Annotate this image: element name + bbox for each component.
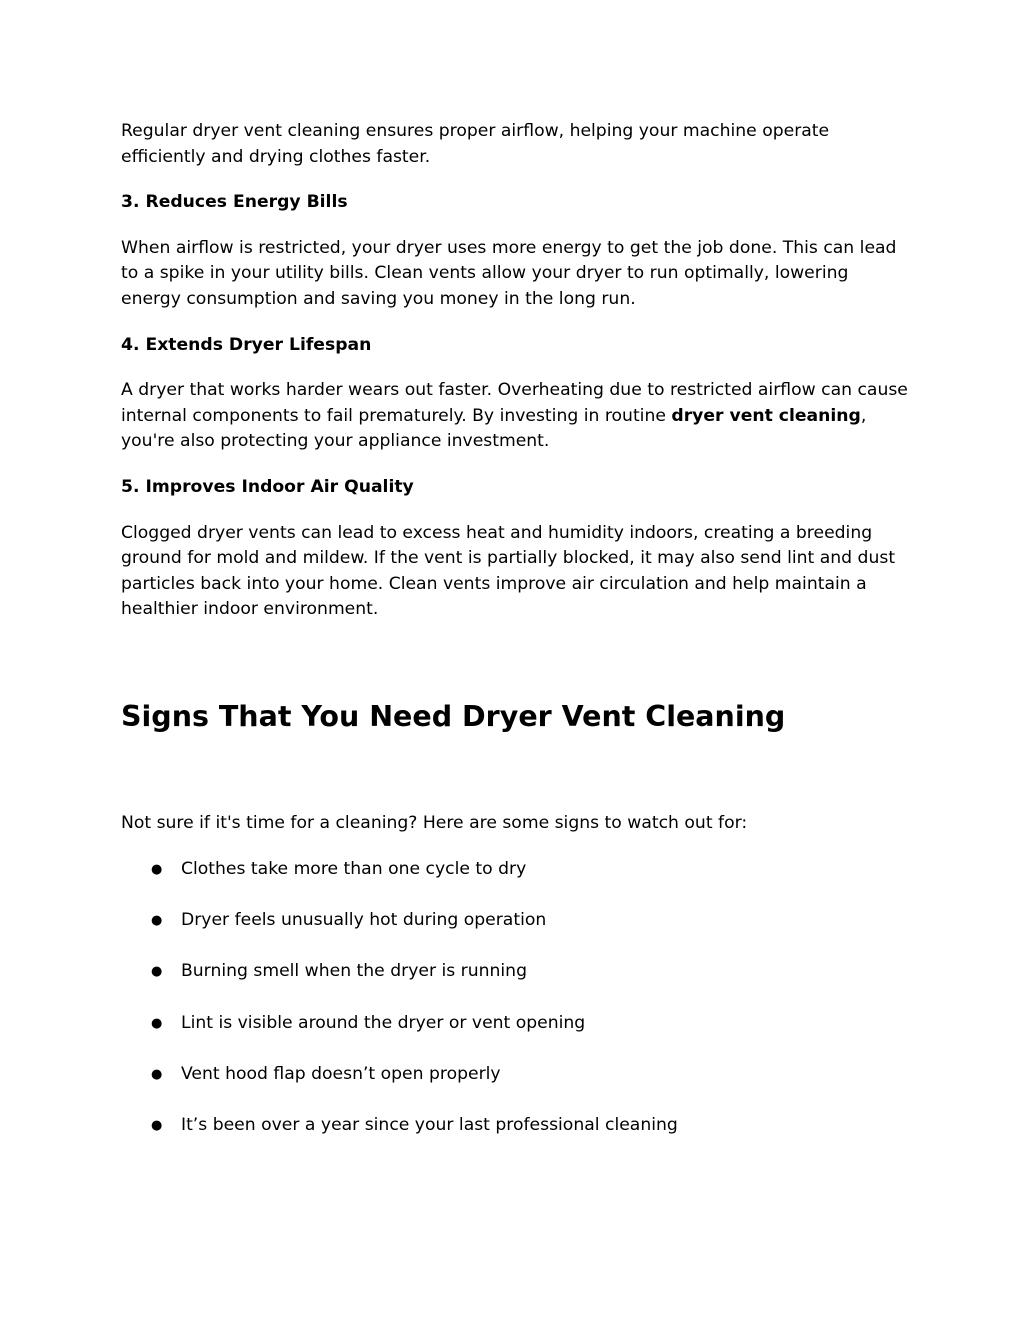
section-heading-air-quality: 5. Improves Indoor Air Quality [121, 476, 414, 497]
list-item-text: Burning smell when the dryer is running [181, 961, 527, 982]
bullet-icon: ● [151, 964, 163, 980]
section-body-dryer-lifespan [121, 378, 911, 455]
bullet-icon: ● [151, 1067, 163, 1083]
bullet-icon: ● [151, 912, 163, 928]
list-item-text: Vent hood flap doesn’t open properly [181, 1064, 501, 1085]
signs-list [121, 857, 911, 1140]
document-page [121, 119, 911, 1165]
section-heading-dryer-lifespan: 4. Extends Dryer Lifespan [121, 334, 372, 355]
list-item [121, 1113, 911, 1139]
section-body-energy-bills: When airflow is restricted, your dryer uses more energy to get the job done. This can lead to a spike in your utility bills. Clean vents allow your dryer to run optimally, lowering energy consumption and saving you money in the long run. [121, 237, 897, 309]
bullet-icon: ● [151, 1015, 163, 1031]
bullet-icon: ● [151, 861, 163, 877]
bullet-icon: ● [151, 1118, 163, 1134]
list-item [121, 857, 911, 883]
list-item-text: Dryer feels unusually hot during operation [181, 909, 547, 930]
signs-intro: Not sure if it's time for a cleaning? Here are some signs to watch out for: [121, 812, 748, 833]
list-item-text: Clothes take more than one cycle to dry [181, 858, 527, 879]
list-item [121, 908, 911, 934]
list-item-text: Lint is visible around the dryer or vent opening [181, 1012, 586, 1033]
list-item [121, 959, 911, 985]
section-heading-energy-bills: 3. Reduces Energy Bills [121, 192, 348, 213]
list-item-text: It’s been over a year since your last professional cleaning [181, 1115, 678, 1136]
lifespan-text-bold: dryer vent cleaning [671, 405, 861, 426]
intro-paragraph: Regular dryer vent cleaning ensures proper airflow, helping your machine operate efficiently and drying clothes faster. [121, 121, 830, 167]
signs-title: Signs That You Need Dryer Vent Cleaning [121, 699, 786, 733]
list-item [121, 1011, 911, 1037]
list-item [121, 1062, 911, 1088]
lifespan-text-before: A dryer that works harder wears out faster. Overheating due to restricted airflow can cause internal components to fail prematurely. By investing in routine [121, 380, 908, 426]
lifespan-text-after: , you're also protecting your appliance investment. [121, 405, 867, 452]
section-body-air-quality: Clogged dryer vents can lead to excess heat and humidity indoors, creating a breeding ground for mold and mildew. If the vent is partially blocked, it may also send lint and dust particles back into your home. Clean vents improve air circulation and help maintain a healthier indoor environment. [121, 522, 896, 620]
